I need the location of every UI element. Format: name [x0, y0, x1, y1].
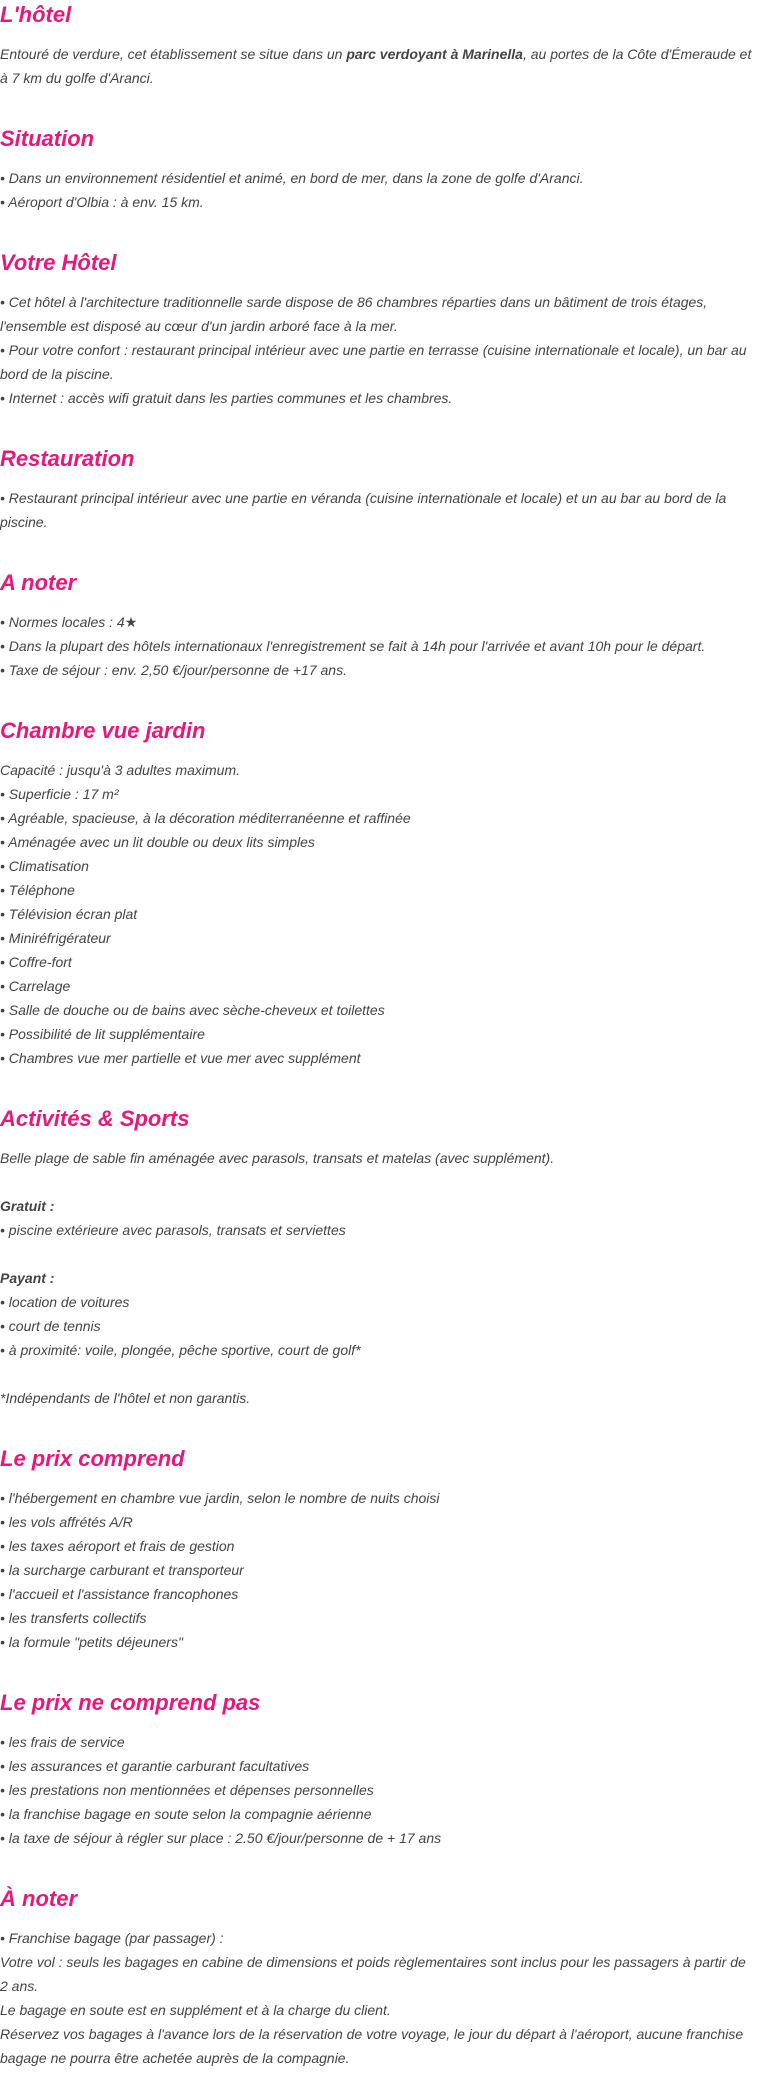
footnote: *Indépendants de l'hôtel et non garantis.	[0, 1390, 251, 1406]
section-votre-hotel	[0, 248, 754, 410]
intro-text-start: Entouré de verdure, cet établissement se situe dans un	[0, 46, 347, 62]
list-item: • Carrelage	[0, 978, 71, 994]
section-title: À noter	[0, 1886, 77, 1911]
section-body	[0, 758, 754, 1070]
list-item: • l'accueil et l'assistance francophones	[0, 1586, 239, 1602]
section-title: Restauration	[0, 446, 135, 471]
list-item: Capacité : jusqu'à 3 adultes maximum.	[0, 762, 241, 778]
list-item: • Coffre-fort	[0, 954, 72, 970]
section-body	[0, 166, 754, 214]
list-item: • piscine extérieure avec parasols, transats et serviettes	[0, 1222, 346, 1238]
section-title: Le prix comprend	[0, 1446, 185, 1471]
list-item: • Restaurant principal intérieur avec une partie en véranda (cuisine internationale et locale) et un au bar au bord de la piscine.	[0, 490, 727, 530]
list-item: • Téléphone	[0, 882, 75, 898]
list-item: • les vols affrétés A/R	[0, 1514, 133, 1530]
section-situation	[0, 124, 754, 214]
list-item: • Agréable, spacieuse, à la décoration méditerranéenne et raffinée	[0, 810, 411, 826]
intro-text-end: , au portes de la Côte d'Émeraude et à 7 km du golfe d'Aranci.	[0, 46, 752, 86]
section-hotel	[0, 0, 754, 90]
beach-description: Belle plage de sable fin aménagée avec parasols, transats et matelas (avec supplément).	[0, 1150, 555, 1166]
hotel-intro	[0, 42, 754, 90]
section-body	[0, 1146, 754, 1410]
list-item: • Possibilité de lit supplémentaire	[0, 1026, 205, 1042]
section-body	[0, 610, 754, 682]
section-body	[0, 290, 754, 410]
list-item: Le bagage en soute est en supplément et à la charge du client.	[0, 2002, 391, 2018]
list-item: • Aéroport d'Olbia : à env. 15 km.	[0, 194, 204, 210]
list-item: • Taxe de séjour : env. 2,50 €/jour/personne de +17 ans.	[0, 662, 347, 678]
list-item: • Cet hôtel à l'architecture traditionnelle sarde dispose de 86 chambres réparties dans un bâtiment de trois étages, l'ensemble est disposé au cœur d'un jardin arboré face à la mer.	[0, 294, 708, 334]
list-item: • la franchise bagage en soute selon la compagnie aérienne	[0, 1806, 372, 1822]
section-body	[0, 486, 754, 534]
list-item: • la taxe de séjour à régler sur place : 2.50 €/jour/personne de + 17 ans	[0, 1830, 442, 1846]
section-title: Le prix ne comprend pas	[0, 1690, 261, 1715]
section-body	[0, 1730, 754, 1850]
list-item: • Dans un environnement résidentiel et animé, en bord de mer, dans la zone de golfe d'Aranci.	[0, 170, 584, 186]
list-item: • Franchise bagage (par passager) :	[0, 1930, 224, 1946]
section-title: L'hôtel	[0, 2, 72, 27]
section-body	[0, 1926, 754, 2070]
list-item: • la surcharge carburant et transporteur	[0, 1562, 244, 1578]
section-a-noter	[0, 568, 754, 682]
list-item: • les assurances et garantie carburant facultatives	[0, 1758, 310, 1774]
list-item: • à proximité: voile, plongée, pêche sportive, court de golf*	[0, 1342, 361, 1358]
list-item: • Superficie : 17 m²	[0, 786, 119, 802]
section-title: A noter	[0, 570, 77, 595]
list-item: • Climatisation	[0, 858, 89, 874]
list-item: • location de voitures	[0, 1294, 130, 1310]
list-item: • Dans la plupart des hôtels internationaux l'enregistrement se fait à 14h pour l'arrivée et avant 10h pour le départ.	[0, 638, 706, 654]
list-item: • l'hébergement en chambre vue jardin, selon le nombre de nuits choisi	[0, 1490, 440, 1506]
section-title: Chambre vue jardin	[0, 718, 206, 743]
list-item: Réservez vos bagages à l'avance lors de la réservation de votre voyage, le jour du départ à l'aéroport, aucune franchise bagage ne pourra être achetée auprès de la compagnie.	[0, 2026, 744, 2066]
list-item: • la formule "petits déjeuners"	[0, 1634, 183, 1650]
section-chambre	[0, 716, 754, 1070]
section-a-noter-bagage	[0, 1884, 754, 2070]
list-item: • Pour votre confort : restaurant principal intérieur avec une partie en terrasse (cuisine internationale et locale), un bar au bord de la piscine.	[0, 342, 747, 382]
section-body	[0, 1486, 754, 1654]
payant-label: Payant :	[0, 1270, 55, 1286]
intro-text-bold: parc verdoyant à Marinella	[346, 46, 523, 62]
list-item: • Chambres vue mer partielle et vue mer avec supplément	[0, 1050, 361, 1066]
list-item: • les frais de service	[0, 1734, 125, 1750]
list-item: • Aménagée avec un lit double ou deux lits simples	[0, 834, 315, 850]
list-item: • court de tennis	[0, 1318, 101, 1334]
list-item: • Miniréfrigérateur	[0, 930, 111, 946]
list-item: • les prestations non mentionnées et dépenses personnelles	[0, 1782, 374, 1798]
section-activites	[0, 1104, 754, 1410]
section-title: Activités & Sports	[0, 1106, 190, 1131]
list-item: • les transferts collectifs	[0, 1610, 147, 1626]
list-item: • Internet : accès wifi gratuit dans les parties communes et les chambres.	[0, 390, 453, 406]
list-item: • Normes locales : 4★	[0, 614, 138, 630]
list-item: • les taxes aéroport et frais de gestion	[0, 1538, 235, 1554]
section-prix-ne-comprend-pas	[0, 1688, 754, 1850]
gratuit-label: Gratuit :	[0, 1198, 55, 1214]
list-item: • Télévision écran plat	[0, 906, 138, 922]
list-item: Votre vol : seuls les bagages en cabine de dimensions et poids règlementaires sont inclus pour les passagers à partir de 2 ans.	[0, 1954, 746, 1994]
list-item: • Salle de douche ou de bains avec sèche-cheveux et toilettes	[0, 1002, 385, 1018]
section-title: Votre Hôtel	[0, 250, 117, 275]
section-prix-comprend	[0, 1444, 754, 1654]
section-restauration	[0, 444, 754, 534]
section-title: Situation	[0, 126, 95, 151]
